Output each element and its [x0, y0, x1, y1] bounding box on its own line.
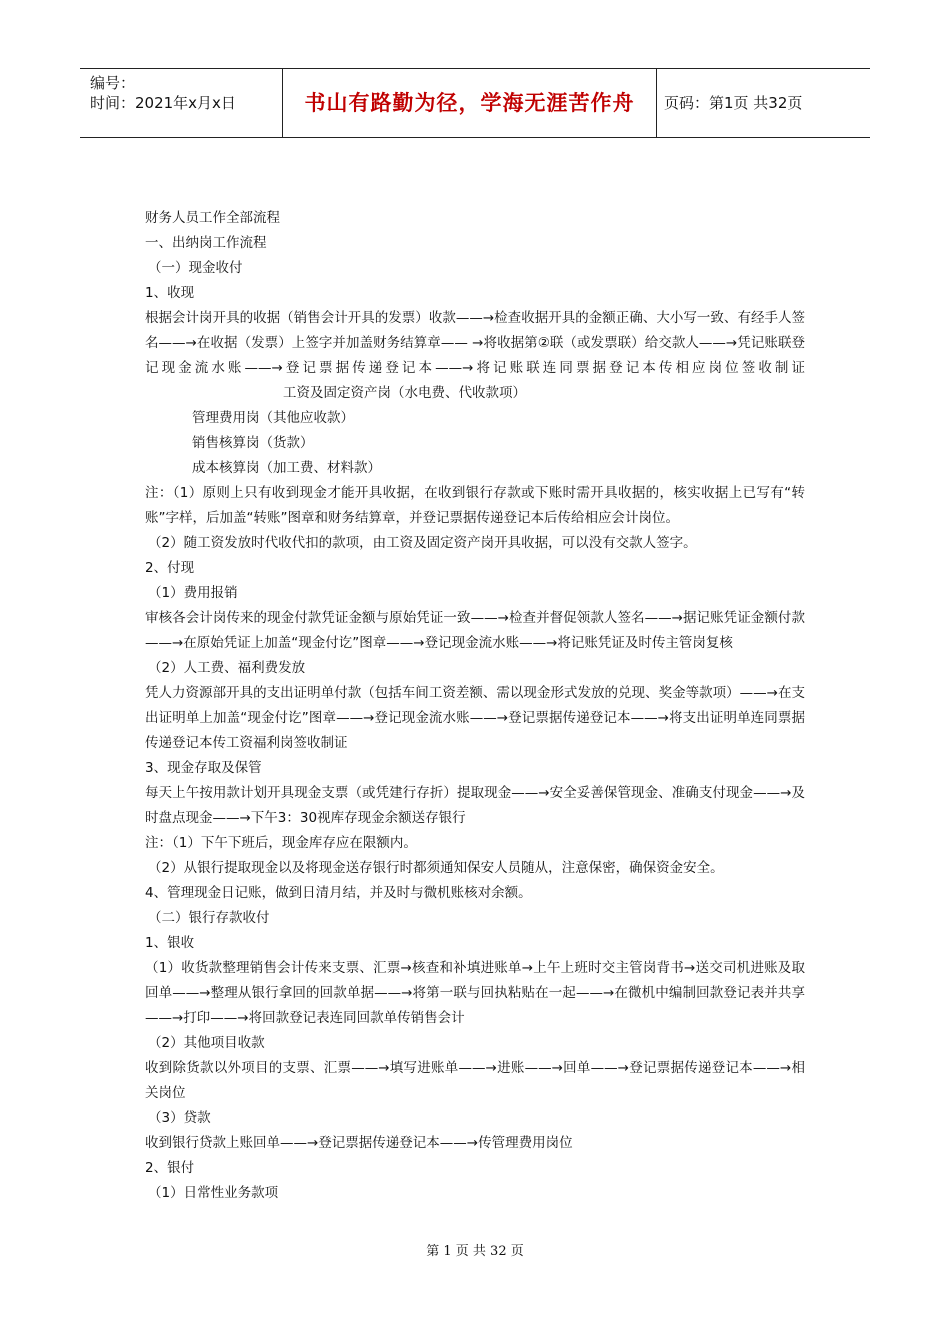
- time-label: 时间：2021年x月x日: [90, 94, 236, 112]
- header-motto: 书山有路勤为径，学海无涯苦作舟: [304, 91, 635, 115]
- paragraph: [145, 306, 805, 406]
- item-heading: 1、银收: [145, 935, 195, 951]
- item-heading: 1、收现: [145, 285, 195, 301]
- note: 注：（1）原则上只有收到现金才能开具收据，在收到银行存款或下账时需开具收据的，核实收据上已写有“转账”字样，后加盖“转账”图章和财务结算章，并登记票据传递登记本后传给相应会计岗位。: [145, 485, 805, 526]
- document-body: [145, 206, 805, 1206]
- note: （2）从银行提取现金以及将现金送存银行时都须通知保安人员随从，注意保密，确保资金安全。: [148, 860, 724, 876]
- sub-item-heading: （3）贷款: [148, 1110, 211, 1126]
- paragraph: 每天上午按用款计划开具现金支票（或凭建行存折）提取现金——→安全妥善保管现金、准确支付现金——→及时盘点现金——→下午3：30视库存现金余额送存银行: [145, 785, 805, 826]
- item-heading: 2、银付: [145, 1160, 195, 1176]
- note: 注：（1）下午下班后，现金库存应在限额内。: [145, 835, 417, 851]
- header-divider: [656, 69, 657, 137]
- paragraph-text: 工资及固定资产岗（水电费、代收款项）: [283, 385, 526, 401]
- paragraph: 凭人力资源部开具的支出证明单付款（包括车间工资差额、需以现金形式发放的兑现、奖金等款项）——→在支出证明单上加盖“现金付讫”图章——→登记现金流水账——→登记票据传递登记本——→将支出证明单连同票据传递登记本传工资福利岗签收制证: [145, 685, 805, 751]
- list-item: 管理费用岗（其他应收款）: [192, 410, 354, 426]
- list-item: 成本核算岗（加工费、材料款）: [192, 460, 381, 476]
- paragraph: 收到除货款以外项目的支票、汇票——→填写进账单——→进账——→回单——→登记票据传递登记本——→相关岗位: [145, 1060, 805, 1101]
- document-title: 财务人员工作全部流程: [145, 210, 280, 226]
- sub-item-heading: （1）日常性业务款项: [148, 1185, 279, 1201]
- paragraph: 审核各会计岗传来的现金付款凭证金额与原始凭证一致——→检查并督促领款人签名——→据记账凭证金额付款——→在原始凭证上加盖“现金付讫”图章——→登记现金流水账——→将记账凭证及时传主管岗复核: [145, 610, 805, 651]
- subsection-heading: （二）银行存款收付: [148, 910, 270, 926]
- subsection-heading: （一）现金收付: [148, 260, 243, 276]
- paragraph: （1）收货款整理销售会计传来支票、汇票→核查和补填进账单→上午上班时交主管岗背书→送交司机进账及取回单——→整理从银行拿回的回款单据——→将第一联与回执粘贴在一起——→在微机中编制回款登记表并共享——→打印——→将回款登记表连同回款单传销售会计: [145, 960, 805, 1026]
- page-footer: 第 1 页 共 32 页: [426, 1244, 524, 1259]
- section-heading: 一、出纳岗工作流程: [145, 235, 267, 251]
- sub-item-heading: （2）人工费、福利费发放: [148, 660, 306, 676]
- note: （2）随工资发放时代收代扣的款项，由工资及固定资产岗开具收据，可以没有交款人签字。: [148, 535, 697, 551]
- item-heading: 2、付现: [145, 560, 195, 576]
- paragraph-text: 根据会计岗开具的收据（销售会计开具的发票）收款——→检查收据开具的金额正确、大小写一致、有经手人签名——→在收据（发票）上签字并加盖财务结算章—— →将收据第②联（或发票联）给交款人——→凭记账联登记现金流水账——→登记票据传递登记本——→将记账联连同票据登记本传相应岗位签收制证: [145, 310, 805, 376]
- header-page-info: 页码：第1页 共32页: [664, 94, 803, 112]
- item-heading: 4、管理现金日记账，做到日清月结，并及时与微机账核对余额。: [145, 885, 532, 901]
- sub-item-heading: （2）其他项目收款: [148, 1035, 265, 1051]
- paragraph: 收到银行贷款上账回单——→登记票据传递登记本——→传管理费用岗位: [145, 1135, 573, 1151]
- document-header: [80, 68, 870, 138]
- list-item: 销售核算岗（货款）: [192, 435, 314, 451]
- sub-item-heading: （1）费用报销: [148, 585, 238, 601]
- header-meta: [90, 73, 236, 113]
- number-label: 编号：: [90, 74, 136, 92]
- item-heading: 3、现金存取及保管: [145, 760, 262, 776]
